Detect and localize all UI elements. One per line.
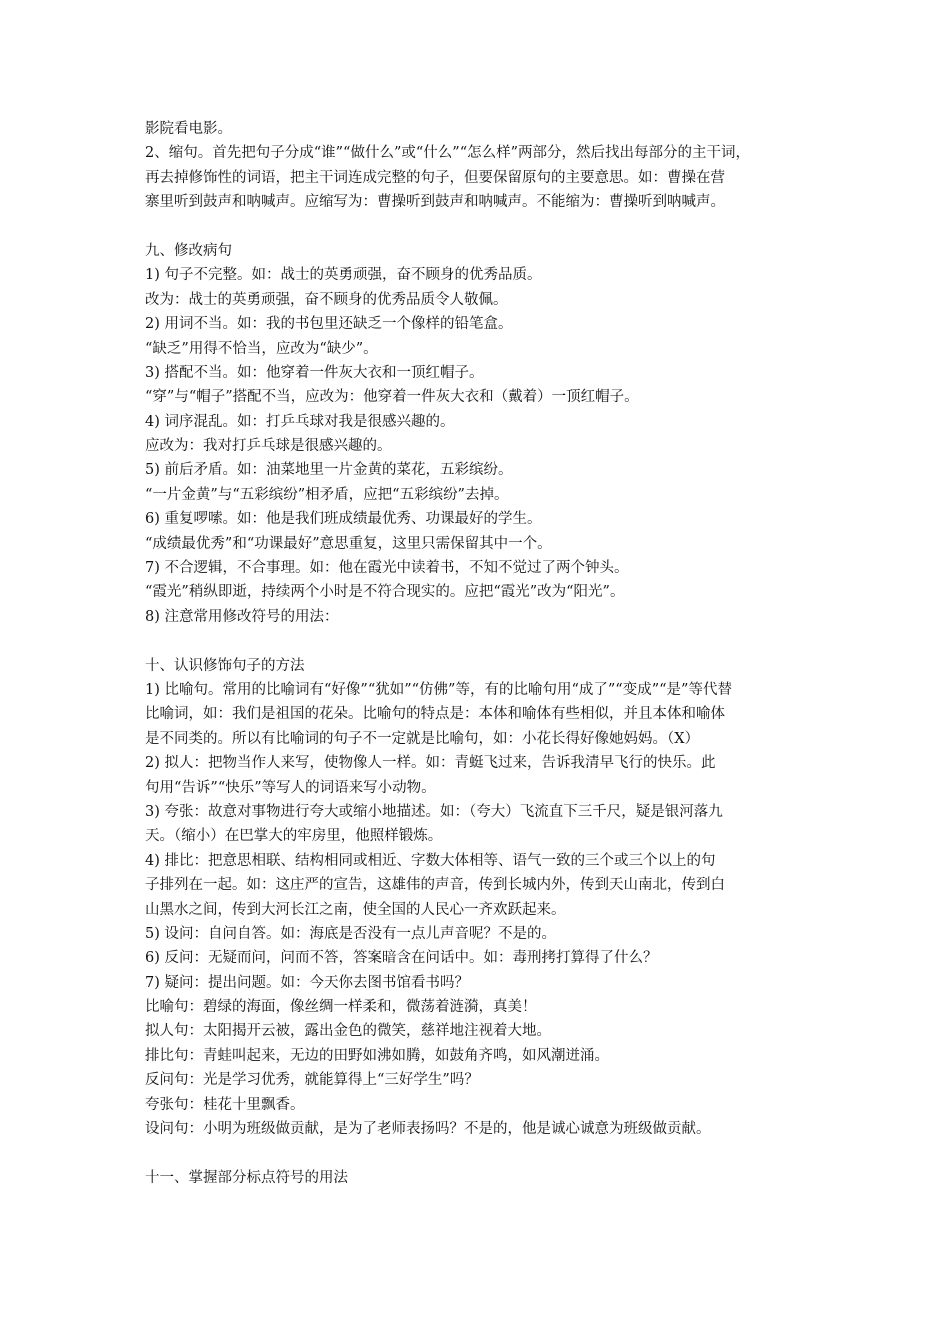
text-line: 1) 比喻句。常用的比喻词有“好像”“犹如”“仿佛”等，有的比喻句用“成了”“变成”“是”等代替 (145, 681, 732, 698)
text-line: 3) 夸张：故意对事物进行夸大或缩小地描述。如：（夸大）飞流直下三千尺，疑是银河落九 (145, 803, 723, 820)
text-line: “缺乏”用得不恰当，应改为“缺少”。 (145, 340, 378, 357)
text-line: 3) 搭配不当。如：他穿着一件灰大衣和一顶红帽子。 (145, 364, 484, 381)
text-line: 拟人句：太阳揭开云被，露出金色的微笑，慈祥地注视着大地。 (145, 1023, 551, 1040)
text-line: 是不同类的。所以有比喻词的句子不一定就是比喻句，如：小花长得好像她妈妈。（X） (145, 730, 700, 747)
text-line: 山黑水之间，传到大河长江之南，使全国的人民心一齐欢跃起来。 (145, 901, 566, 918)
text-line: 5) 设问：自问自答。如：海底是否没有一点儿声音呢？不是的。 (145, 925, 556, 942)
text-line: 应改为：我对打乒乓球是很感兴趣的。 (145, 438, 392, 455)
text-line: 2、缩句。首先把句子分成“谁”“做什么”或“什么”“怎么样”两部分，然后找出每部分的主干词， (145, 145, 751, 162)
text-line: 寨里听到鼓声和呐喊声。应缩写为：曹操听到鼓声和呐喊声。不能缩为：曹操听到呐喊声。 (145, 194, 725, 211)
text-line: 6) 重复啰嗦。如：他是我们班成绩最优秀、功课最好的学生。 (145, 511, 542, 528)
text-line: 比喻词，如：我们是祖国的花朵。比喻句的特点是：本体和喻体有些相似，并且本体和喻体 (145, 706, 725, 723)
text-line: “穿”与“帽子”搭配不当，应改为：他穿着一件灰大衣和（戴着）一顶红帽子。 (145, 389, 639, 406)
text-line: 设问句：小明为班级做贡献，是为了老师表扬吗？不是的，他是诚心诚意为班级做贡献。 (145, 1121, 711, 1138)
text-line: 7) 不合逻辑，不合事理。如：他在霞光中读着书，不知不觉过了两个钟头。 (145, 560, 629, 577)
blank-line (145, 629, 815, 653)
text-line: 2) 用词不当。如：我的书包里还缺乏一个像样的铅笔盒。 (145, 316, 513, 333)
blank-line (145, 1141, 815, 1165)
text-line: 排比句：青蛙叫起来，无边的田野如沸如腾，如鼓角齐鸣，如风潮迸涌。 (145, 1047, 609, 1064)
text-line: 5) 前后矛盾。如：油菜地里一片金黄的菜花，五彩缤纷。 (145, 462, 513, 479)
text-line: “成绩最优秀”和“功课最好”意思重复，这里只需保留其中一个。 (145, 535, 552, 552)
document-body (145, 117, 815, 1190)
text-line: 2) 拟人：把物当作人来写，使物像人一样。如：青蜓飞过来，告诉我清早飞行的快乐。此 (145, 755, 716, 772)
text-line: 子排列在一起。如：这庄严的宣告，这雄伟的声音，传到长城内外，传到天山南北，传到白 (145, 877, 725, 894)
text-line: 句用“告诉”“快乐”等写人的词语来写小动物。 (145, 779, 436, 796)
text-line: 6) 反问：无疑而问，问而不答，答案暗含在问话中。如：毒刑拷打算得了什么？ (145, 950, 658, 967)
text-line: 4) 词序混乱。如：打乒乓球对我是很感兴趣的。 (145, 413, 455, 430)
text-line: 天。（缩小）在巴掌大的牢房里，他照样锻炼。 (145, 828, 443, 845)
text-line: 九、修改病句 (145, 242, 232, 259)
text-line: “一片金黄”与“五彩缤纷”相矛盾，应把“五彩缤纷”去掉。 (145, 486, 509, 503)
text-line: 改为：战士的英勇顽强，奋不顾身的优秀品质令人敬佩。 (145, 291, 508, 308)
text-line: 8) 注意常用修改符号的用法： (145, 608, 339, 625)
text-line: 7) 疑问：提出问题。如：今天你去图书馆看书吗？ (145, 974, 469, 991)
text-line: “霞光”稍纵即逝，持续两个小时是不符合现实的。应把“霞光”改为“阳光”。 (145, 584, 625, 601)
text-line: 再去掉修饰性的词语，把主干词连成完整的句子，但要保留原句的主要意思。如：曹操在营 (145, 169, 725, 186)
text-line: 比喻句：碧绿的海面，像丝绸一样柔和，微荡着涟漪，真美！ (145, 999, 537, 1016)
text-line: 反问句：光是学习优秀，就能算得上“三好学生”吗？ (145, 1072, 479, 1089)
blank-line (145, 215, 815, 239)
text-line: 影院看电影。 (145, 121, 232, 137)
text-line: 十一、掌握部分标点符号的用法 (145, 1169, 348, 1186)
text-line: 十、认识修饰句子的方法 (145, 657, 305, 674)
text-line: 夸张句：桂花十里飘香。 (145, 1096, 305, 1113)
text-line: 4) 排比：把意思相联、结构相同或相近、字数大体相等、语气一致的三个或三个以上的句 (145, 852, 716, 869)
text-line: 1) 句子不完整。如：战士的英勇顽强，奋不顾身的优秀品质。 (145, 267, 542, 284)
